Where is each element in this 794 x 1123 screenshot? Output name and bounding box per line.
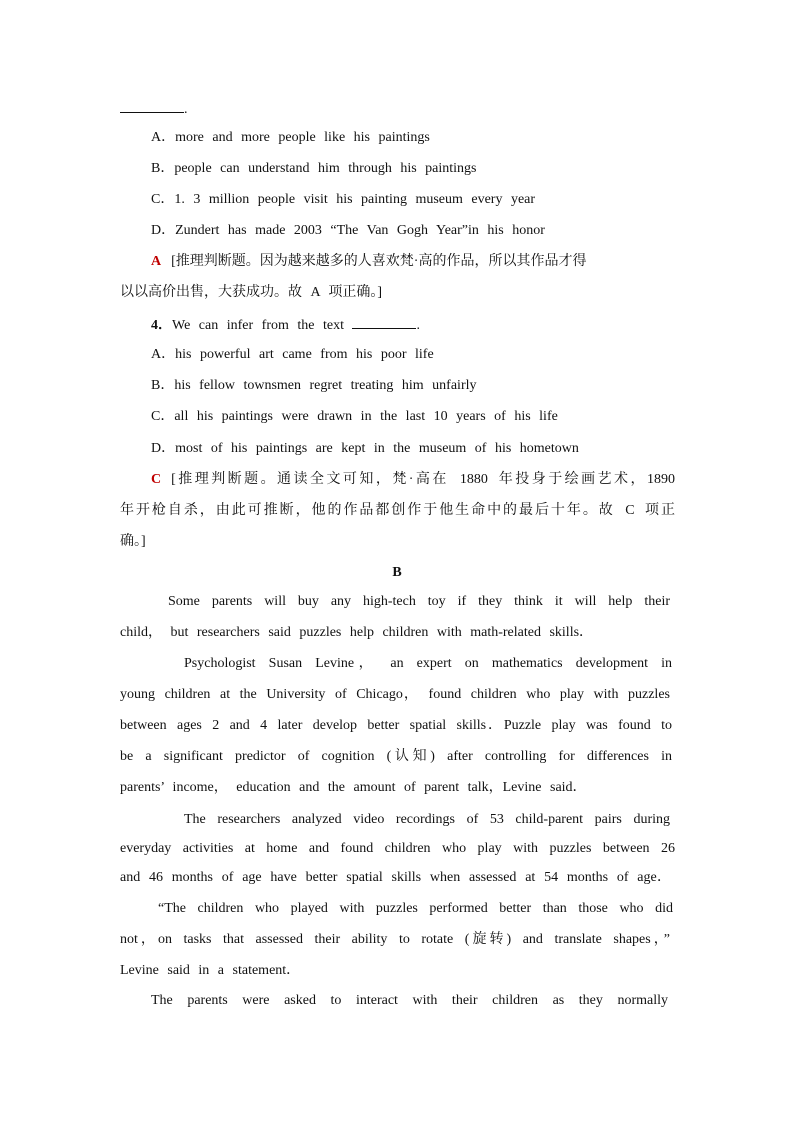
q3-option-d: D．Zundert has made 2003 “The Van Gogh Year”in his honor: [151, 223, 545, 238]
section-heading: B: [392, 565, 402, 580]
passage-line-5: between ages 2 and 4 later develop better spatial skills．Puzzle play was found to: [120, 718, 672, 733]
answer-blank: [352, 314, 416, 329]
q3-option-b: B．people can understand him through his paintings: [151, 161, 477, 176]
passage-line-12: not，on tasks that assessed their ability to rotate (旋转) and translate shapes，”: [120, 932, 670, 947]
passage-line-1: Some parents will buy any high-tech toy if they think it will help their: [168, 594, 670, 609]
q3-answer-line1: A [推理判断题。因为越来越多的人喜欢梵·高的作品，所以其作品才得: [151, 254, 587, 269]
q3-stem-tail: .: [120, 98, 675, 120]
q4-option-c: C．all his paintings were drawn in the last 10 years of his life: [151, 409, 558, 424]
q4-answer-line1: C [推理判断题。通读全文可知，梵·高在 1880 年投身于绘画艺术，1890: [151, 472, 675, 487]
answer-blank: [120, 98, 184, 113]
q3-option-a: A．more and more people like his paintings: [151, 130, 430, 145]
passage-line-3: Psychologist Susan Levine， an expert on mathematics development in: [184, 656, 672, 671]
q4-option-d: D．most of his paintings are kept in the museum of his hometown: [151, 441, 579, 456]
passage-line-13: Levine said in a statement．: [120, 963, 301, 978]
q4-stem: 4．We can infer from the text .: [151, 314, 706, 336]
passage-line-10: and 46 months of age have better spatial skills when assessed at 54 months of age．: [120, 870, 671, 885]
passage-line-6: be a significant predictor of cognition (认知) after controlling for differences in: [120, 749, 672, 764]
q4-option-b: B．his fellow townsmen regret treating him unfairly: [151, 378, 477, 393]
q4-answer-line3: 确。]: [120, 534, 146, 549]
q3-option-c: C．1. 3 million people visit his painting museum every year: [151, 192, 536, 207]
passage-line-8: The researchers analyzed video recordings of 53 child-parent pairs during: [184, 812, 670, 827]
passage-line-11: “The children who played with puzzles performed better than those who did: [158, 901, 673, 916]
passage-line-9: everyday activities at home and found children who play with puzzles between 26: [120, 841, 675, 856]
answer-letter: A: [151, 254, 162, 269]
answer-letter: C: [151, 472, 162, 487]
passage-line-4: young children at the University of Chicago， found children who play with puzzles: [120, 687, 670, 702]
q3-answer-line2: 以以高价出售，大获成功。故 A 项正确。]: [120, 285, 382, 300]
passage-line-7: parents’ income， education and the amount of parent talk，Levine said．: [120, 780, 587, 795]
q4-answer-line2: 年开枪自杀，由此可推断，他的作品都创作于他生命中的最后十年。故 C 项正: [120, 503, 675, 518]
q4-option-a: A．his powerful art came from his poor life: [151, 347, 434, 362]
passage-line-14: The parents were asked to interact with their children as they normally: [151, 993, 668, 1008]
passage-line-2: child， but researchers said puzzles help children with math-related skills．: [120, 625, 594, 640]
